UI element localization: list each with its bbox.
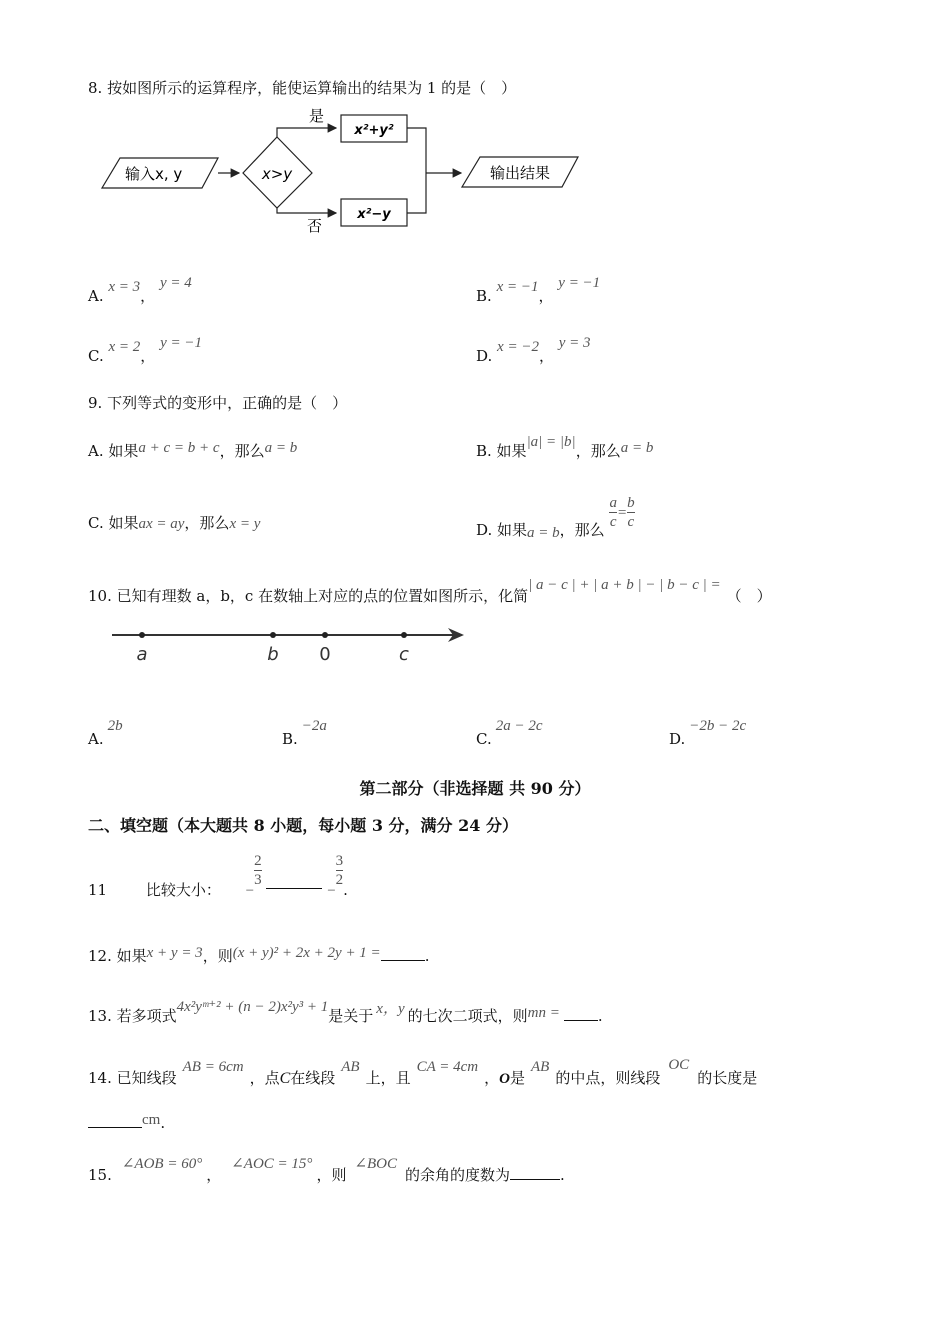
label-b: b: [267, 644, 279, 665]
input-text: 输入x, y: [125, 165, 183, 183]
q14-answer: cm.: [88, 1113, 165, 1133]
point-b: [270, 632, 276, 638]
q11: 11 比较大小： − $\frac{2}{3}$ − $\frac{3}{2}$ .: [88, 853, 348, 899]
q8-option-a[interactable]: A. x = 3， y = 4: [88, 275, 192, 305]
q15-blank[interactable]: [510, 1165, 560, 1180]
q9-option-b[interactable]: B. 如果|a| = |b|，那么a = b: [476, 434, 654, 460]
section-title: 二、填空题（本大题共 8 小题，每小题 3 分，满分 24 分）: [88, 816, 518, 835]
q8-flowchart: [95, 100, 595, 240]
q11-blank[interactable]: [266, 874, 322, 889]
q12-blank[interactable]: [381, 946, 425, 961]
point-0: [322, 632, 328, 638]
q10-option-b[interactable]: B.−2a: [282, 718, 327, 748]
label-0: 0: [319, 644, 331, 665]
q8-option-b[interactable]: B. x = −1， y = −1: [476, 275, 601, 305]
q13: 13. 若多项式4x²yᵐ⁺² + (n − 2)x²y³ + 1是关于 x，y 的七次二项式，则mn = .: [88, 999, 603, 1025]
q10-option-d[interactable]: D.−2b − 2c: [669, 718, 747, 748]
q10-option-c[interactable]: C.2a − 2c: [476, 718, 543, 748]
q13-blank[interactable]: [564, 1006, 598, 1021]
q9-option-c[interactable]: C. 如果ax = ay，那么x = y: [88, 514, 261, 532]
q8-option-c[interactable]: C. x = 2， y = −1: [88, 335, 202, 365]
q8-option-d[interactable]: D. x = −2， y = 3: [476, 335, 591, 365]
q9-option-a[interactable]: A. 如果a + c = b + c，那么a = b: [88, 440, 298, 460]
q14-blank[interactable]: [88, 1113, 142, 1128]
q9-stem: 9. 下列等式的变形中，正确的是（ ）: [88, 394, 348, 412]
q10-stem: 10. 已知有理数 a，b，c 在数轴上对应的点的位置如图所示，化简| a − c | + | a + b | − | b − c | =（ ）: [88, 577, 772, 605]
q15: 15.∠AOB = 60°，∠AOC = 15°，则∠BOC的余角的度数为 .: [88, 1156, 565, 1184]
point-c: [401, 632, 407, 638]
point-a: [139, 632, 145, 638]
arrow-no: [277, 208, 336, 213]
part2-title: 第二部分（非选择题 共 90 分）: [359, 779, 591, 798]
merge-lines: [407, 128, 426, 213]
arrow-yes: [277, 128, 336, 137]
q10-option-a[interactable]: A.2b: [88, 718, 123, 748]
q14: 14. 已知线段AB = 6cm，点C在线段AB上，且CA = 4cm，O是AB的中点，则线段OC的长度是: [88, 1057, 758, 1087]
q12: 12. 如果x + y = 3，则(x + y)² + 2x + 2y + 1 = .: [88, 945, 430, 965]
q9-option-d[interactable]: D. 如果a = b，那么 $\frac{a}{c}$ = $\frac{b}{c}$: [476, 495, 635, 541]
yes-expr: x²+y²: [354, 123, 394, 138]
q8-stem: 8. 按如图所示的运算程序，能使运算输出的结果为 1 的是（ ）: [88, 79, 517, 97]
q10-number-line: [108, 622, 468, 666]
yes-label: 是: [309, 107, 325, 125]
no-expr: x²−y: [357, 207, 391, 222]
no-label: 否: [307, 217, 323, 235]
label-a: a: [136, 644, 148, 665]
output-text: 输出结果: [489, 164, 551, 182]
label-c: c: [399, 644, 409, 665]
condition-text: x>y: [261, 165, 293, 183]
